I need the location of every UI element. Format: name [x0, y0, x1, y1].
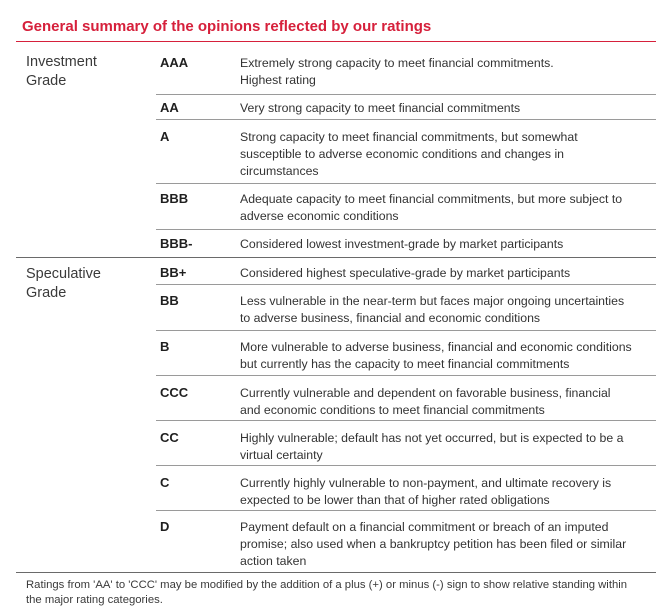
rating-code: BB	[160, 293, 179, 308]
row-divider	[156, 465, 656, 466]
rating-description: Less vulnerable in the near-term but faces major ongoing uncertainties to adverse business, financial and economic conditions	[240, 294, 625, 325]
rating-code: AA	[160, 100, 179, 115]
group-label-speculative: Speculative Grade	[26, 266, 101, 301]
rating-description: Highly vulnerable; default has not yet occurred, but is expected to be a virtual certainty	[240, 431, 624, 462]
table-bottom-divider	[16, 572, 656, 573]
rating-description: Extremely strong capacity to meet financial commitments. Highest rating	[240, 56, 554, 87]
rating-description: Currently vulnerable and dependent on favorable business, financial and economic conditions to meet financial commitments	[240, 386, 611, 417]
rating-code: BBB	[160, 191, 189, 206]
rating-description: Payment default on a financial commitment or breach of an imputed promise; also used when a bankruptcy petition has been filed or similar action taken	[240, 520, 627, 568]
rating-code: AAA	[160, 55, 189, 70]
rating-code: C	[160, 475, 170, 490]
row-divider	[156, 119, 656, 120]
rating-description: Strong capacity to meet financial commitments, but somewhat susceptible to adverse economic conditions and changes in circumstances	[240, 130, 578, 178]
rating-description: Considered lowest investment-grade by market participants	[240, 237, 564, 251]
footnote: Ratings from 'AA' to 'CCC' may be modified by the addition of a plus (+) or minus (-) sign to show relative standing within the major rating categories.	[26, 579, 628, 606]
page-title: General summary of the opinions reflected by our ratings	[22, 18, 432, 35]
row-divider	[156, 94, 656, 95]
row-divider	[156, 183, 656, 184]
rating-code: B	[160, 339, 170, 354]
rating-code: D	[160, 519, 170, 534]
rating-code: CC	[160, 430, 179, 445]
row-divider	[156, 375, 656, 376]
rating-code: A	[160, 129, 170, 144]
row-divider	[156, 420, 656, 421]
rating-description: Currently highly vulnerable to non-payment, and ultimate recovery is expected to be lower than that of higher rated obligations	[240, 476, 612, 507]
row-divider	[156, 510, 656, 511]
row-divider	[156, 284, 656, 285]
title-divider	[16, 41, 656, 42]
group-label-investment: Investment Grade	[26, 54, 97, 89]
rating-description: More vulnerable to adverse business, financial and economic conditions but currently has the capacity to meet financial commitments	[240, 340, 632, 371]
rating-code: BB+	[160, 265, 187, 280]
rating-description: Adequate capacity to meet financial commitments, but more subject to adverse economic conditions	[240, 192, 623, 223]
group-divider	[16, 257, 656, 258]
rating-description: Considered highest speculative-grade by market participants	[240, 266, 571, 280]
rating-description: Very strong capacity to meet financial commitments	[240, 101, 521, 115]
row-divider	[156, 229, 656, 230]
rating-code: BBB-	[160, 236, 193, 251]
row-divider	[156, 330, 656, 331]
rating-code: CCC	[160, 385, 189, 400]
